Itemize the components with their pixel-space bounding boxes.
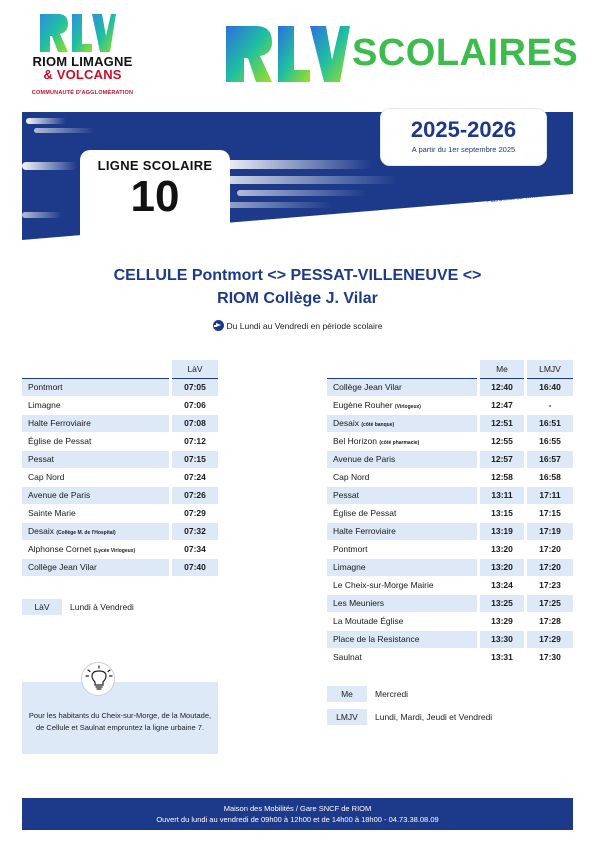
ligne-label: LIGNE SCOLAIRE xyxy=(97,158,213,173)
legend-text-me: Mercredi xyxy=(375,689,409,699)
departure-time: 17:25 xyxy=(527,594,573,612)
stop-name xyxy=(327,396,477,414)
departure-time: 16:57 xyxy=(527,450,573,468)
stop-label: Pessat xyxy=(333,490,359,500)
table-row xyxy=(327,612,573,630)
stop-note: (côté pharmacie) xyxy=(379,440,420,446)
departure-time: 07:32 xyxy=(172,522,218,540)
route-title-line2: RIOM Collège J. Vilar xyxy=(217,290,378,307)
ligne-number: 10 xyxy=(130,172,180,221)
stop-label: Avenue de Paris xyxy=(28,490,91,500)
departure-time: 07:15 xyxy=(172,450,218,468)
timetable-afternoon xyxy=(327,360,573,667)
departure-time: 13:15 xyxy=(480,504,524,522)
departure-time: 07:29 xyxy=(172,504,218,522)
logo-subtitle: COMMUNAUTÉ D'AGGLOMÉRATION xyxy=(31,90,134,96)
stop-label: Cap Nord xyxy=(333,472,370,482)
stop-label: La Moutade Église xyxy=(333,616,404,626)
stop-name xyxy=(327,450,477,468)
stop-name xyxy=(22,486,169,504)
departure-time: 13:20 xyxy=(480,558,524,576)
stop-label: Cap Nord xyxy=(28,472,65,482)
footer-line1: Maison des Mobilités / Gare SNCF de RIOM xyxy=(223,804,372,813)
school-year: 2025-2026 xyxy=(410,117,517,142)
stop-label: Place de la Resistance xyxy=(333,634,420,644)
stop-name xyxy=(22,396,169,414)
rlv-monogram-icon xyxy=(36,10,116,58)
departure-time: 13:11 xyxy=(480,486,524,504)
stop-name xyxy=(327,648,477,666)
stop-name xyxy=(327,540,477,558)
table-row xyxy=(22,414,218,432)
info-text: Pour les habitants du Cheix-sur-Morge, de la Moutade, de Cellule et Saulnat empruntez la ligne urbaine 7. xyxy=(28,711,212,732)
table-row xyxy=(22,540,218,558)
legend-code-me: Me xyxy=(327,686,367,702)
stop-name xyxy=(22,450,169,468)
departure-time: 17:28 xyxy=(527,612,573,630)
departure-time: 13:29 xyxy=(480,612,524,630)
departure-time: 07:08 xyxy=(172,414,218,432)
route-title xyxy=(0,264,595,310)
stop-name xyxy=(327,576,477,594)
stop-label: Pontmort xyxy=(333,544,368,554)
stop-note: (Virlogeux) xyxy=(394,404,421,410)
route-title-line1: CELLULE Pontmort <> PESSAT-VILLENEUVE <> xyxy=(113,267,482,284)
table-row xyxy=(327,630,573,648)
table-row xyxy=(22,468,218,486)
departure-time: 12:57 xyxy=(480,450,524,468)
stop-label: Église de Pessat xyxy=(28,436,92,446)
departure-time: 13:25 xyxy=(480,594,524,612)
table-row xyxy=(327,450,573,468)
stop-label: Eugène Rouher xyxy=(333,400,393,410)
legend-text-lmjv: Lundi, Mardi, Jeudi et Vendredi xyxy=(375,712,493,722)
stop-name xyxy=(327,486,477,504)
table-row xyxy=(22,396,218,414)
more-info-link[interactable]: Plus d'infos sur www.rlv-mobilites.fr xyxy=(486,189,574,205)
departure-time: 12:47 xyxy=(480,396,524,414)
stop-label: Alphonse Cornet xyxy=(28,544,92,554)
legend-code-lav: LàV xyxy=(22,599,62,615)
stop-label: Desaix xyxy=(28,526,54,536)
stop-label: Collège Jean Vilar xyxy=(28,562,97,572)
stop-column-header xyxy=(327,360,477,378)
stop-label: Collège Jean Vilar xyxy=(333,382,402,392)
stop-name xyxy=(22,414,169,432)
departure-time: 07:05 xyxy=(172,378,218,396)
stop-name xyxy=(22,432,169,450)
stop-name xyxy=(22,378,169,396)
table-row xyxy=(327,504,573,522)
footer xyxy=(22,798,573,830)
departure-time: 16:40 xyxy=(527,378,573,396)
stop-label: Pontmort xyxy=(28,382,63,392)
departure-time: 16:58 xyxy=(527,468,573,486)
table-row xyxy=(22,522,218,540)
departure-time: 13:30 xyxy=(480,630,524,648)
legend-text-lav: Lundi à Vendredi xyxy=(70,602,134,612)
stop-name xyxy=(327,558,477,576)
stop-name xyxy=(22,504,169,522)
departure-time: 17:11 xyxy=(527,486,573,504)
rlv-large-monogram-icon xyxy=(222,20,352,86)
table-row xyxy=(327,432,573,450)
departure-time: 07:06 xyxy=(172,396,218,414)
departure-time: - xyxy=(527,396,573,414)
stop-label: Desaix xyxy=(333,418,359,428)
table-row xyxy=(327,540,573,558)
stop-name xyxy=(22,558,169,576)
stop-name xyxy=(327,612,477,630)
stop-note: (Lycée Virlogeux) xyxy=(93,548,136,554)
stop-label: Limagne xyxy=(333,562,366,572)
departure-time: 13:31 xyxy=(480,648,524,666)
table-row xyxy=(327,522,573,540)
stop-label: Limagne xyxy=(28,400,61,410)
stop-name xyxy=(327,432,477,450)
departure-time: 07:26 xyxy=(172,486,218,504)
departure-time: 17:23 xyxy=(527,576,573,594)
departure-time: 12:51 xyxy=(480,414,524,432)
column-header-lmjv: LMJV xyxy=(527,360,573,378)
stop-name xyxy=(327,414,477,432)
stop-label: Le Cheix-sur-Morge Mairie xyxy=(333,580,434,590)
legend-me xyxy=(327,686,408,702)
column-header-me: Me xyxy=(480,360,524,378)
logo-name-line2: & VOLCANS xyxy=(43,67,122,82)
stop-name xyxy=(22,522,169,540)
stop-note: (côté banque) xyxy=(361,422,395,428)
stop-name xyxy=(22,540,169,558)
table-row xyxy=(327,414,573,432)
stop-name xyxy=(327,378,477,396)
stop-label: Saulnat xyxy=(333,652,362,662)
table-row xyxy=(327,396,573,414)
table-row xyxy=(327,486,573,504)
departure-time: 12:55 xyxy=(480,432,524,450)
table-row xyxy=(327,468,573,486)
stop-name xyxy=(22,468,169,486)
rlv-logo xyxy=(20,10,145,100)
arrow-right-icon xyxy=(213,320,224,331)
stop-label: Les Meuniers xyxy=(333,598,385,608)
departure-time: 12:58 xyxy=(480,468,524,486)
stop-name xyxy=(327,504,477,522)
table-row xyxy=(22,450,218,468)
stop-name xyxy=(327,594,477,612)
table-row xyxy=(327,558,573,576)
stop-name xyxy=(327,630,477,648)
table-row xyxy=(327,378,573,396)
stop-column-header xyxy=(22,360,169,378)
departure-time: 07:12 xyxy=(172,432,218,450)
stop-label: Avenue de Paris xyxy=(333,454,396,464)
table-row xyxy=(22,378,218,396)
stop-label: Bel Horizon xyxy=(333,436,377,446)
departure-time: 17:20 xyxy=(527,558,573,576)
departure-time: 07:34 xyxy=(172,540,218,558)
legend-lmjv xyxy=(327,709,492,725)
timetable-morning xyxy=(22,360,218,577)
stop-label: Église de Pessat xyxy=(333,508,397,518)
table-row xyxy=(22,432,218,450)
departure-time: 17:20 xyxy=(527,540,573,558)
table-row xyxy=(327,576,573,594)
stop-label: Halte Ferroviaire xyxy=(333,526,396,536)
scolaires-wordmark: SCOLAIRES xyxy=(352,32,579,74)
stop-note: (Collège M. de l'Hospital) xyxy=(56,530,116,536)
legend-code-lmjv: LMJV xyxy=(327,709,367,725)
departure-time: 07:40 xyxy=(172,558,218,576)
stop-label: Halte Ferroviaire xyxy=(28,418,91,428)
ligne-box xyxy=(80,150,230,240)
departure-time: 13:19 xyxy=(480,522,524,540)
departure-time: 07:24 xyxy=(172,468,218,486)
departure-time: 17:19 xyxy=(527,522,573,540)
column-header-lav: LàV xyxy=(172,360,218,378)
departure-time: 16:55 xyxy=(527,432,573,450)
table-row xyxy=(22,486,218,504)
departure-time: 17:15 xyxy=(527,504,573,522)
days-note-text: Du Lundi au Vendredi en période scolaire xyxy=(226,321,383,331)
footer-line2: Ouvert du lundi au vendredi de 09h00 à 12h00 et de 14h00 à 18h00 - 04.73.38.08.09 xyxy=(156,815,439,824)
logo-name-line1: RIOM LIMAGNE xyxy=(32,54,133,69)
departure-time: 13:24 xyxy=(480,576,524,594)
service-days-note xyxy=(0,320,595,331)
departure-time: 16:51 xyxy=(527,414,573,432)
start-date: A partir du 1er septembre 2025 xyxy=(411,145,516,154)
table-row xyxy=(327,594,573,612)
stop-name xyxy=(327,468,477,486)
stop-label: Pessat xyxy=(28,454,54,464)
stop-label: Sainte Marie xyxy=(28,508,76,518)
table-row xyxy=(22,558,218,576)
legend-lav xyxy=(22,599,134,615)
header-banner xyxy=(22,112,573,242)
rlv-scolaires-logo xyxy=(222,20,582,90)
table-row xyxy=(22,504,218,522)
table-row xyxy=(327,648,573,666)
departure-time: 13:20 xyxy=(480,540,524,558)
departure-time: 17:30 xyxy=(527,648,573,666)
departure-time: 17:29 xyxy=(527,630,573,648)
year-box xyxy=(380,108,547,166)
stop-name xyxy=(327,522,477,540)
departure-time: 12:40 xyxy=(480,378,524,396)
lightbulb-icon xyxy=(81,662,115,696)
